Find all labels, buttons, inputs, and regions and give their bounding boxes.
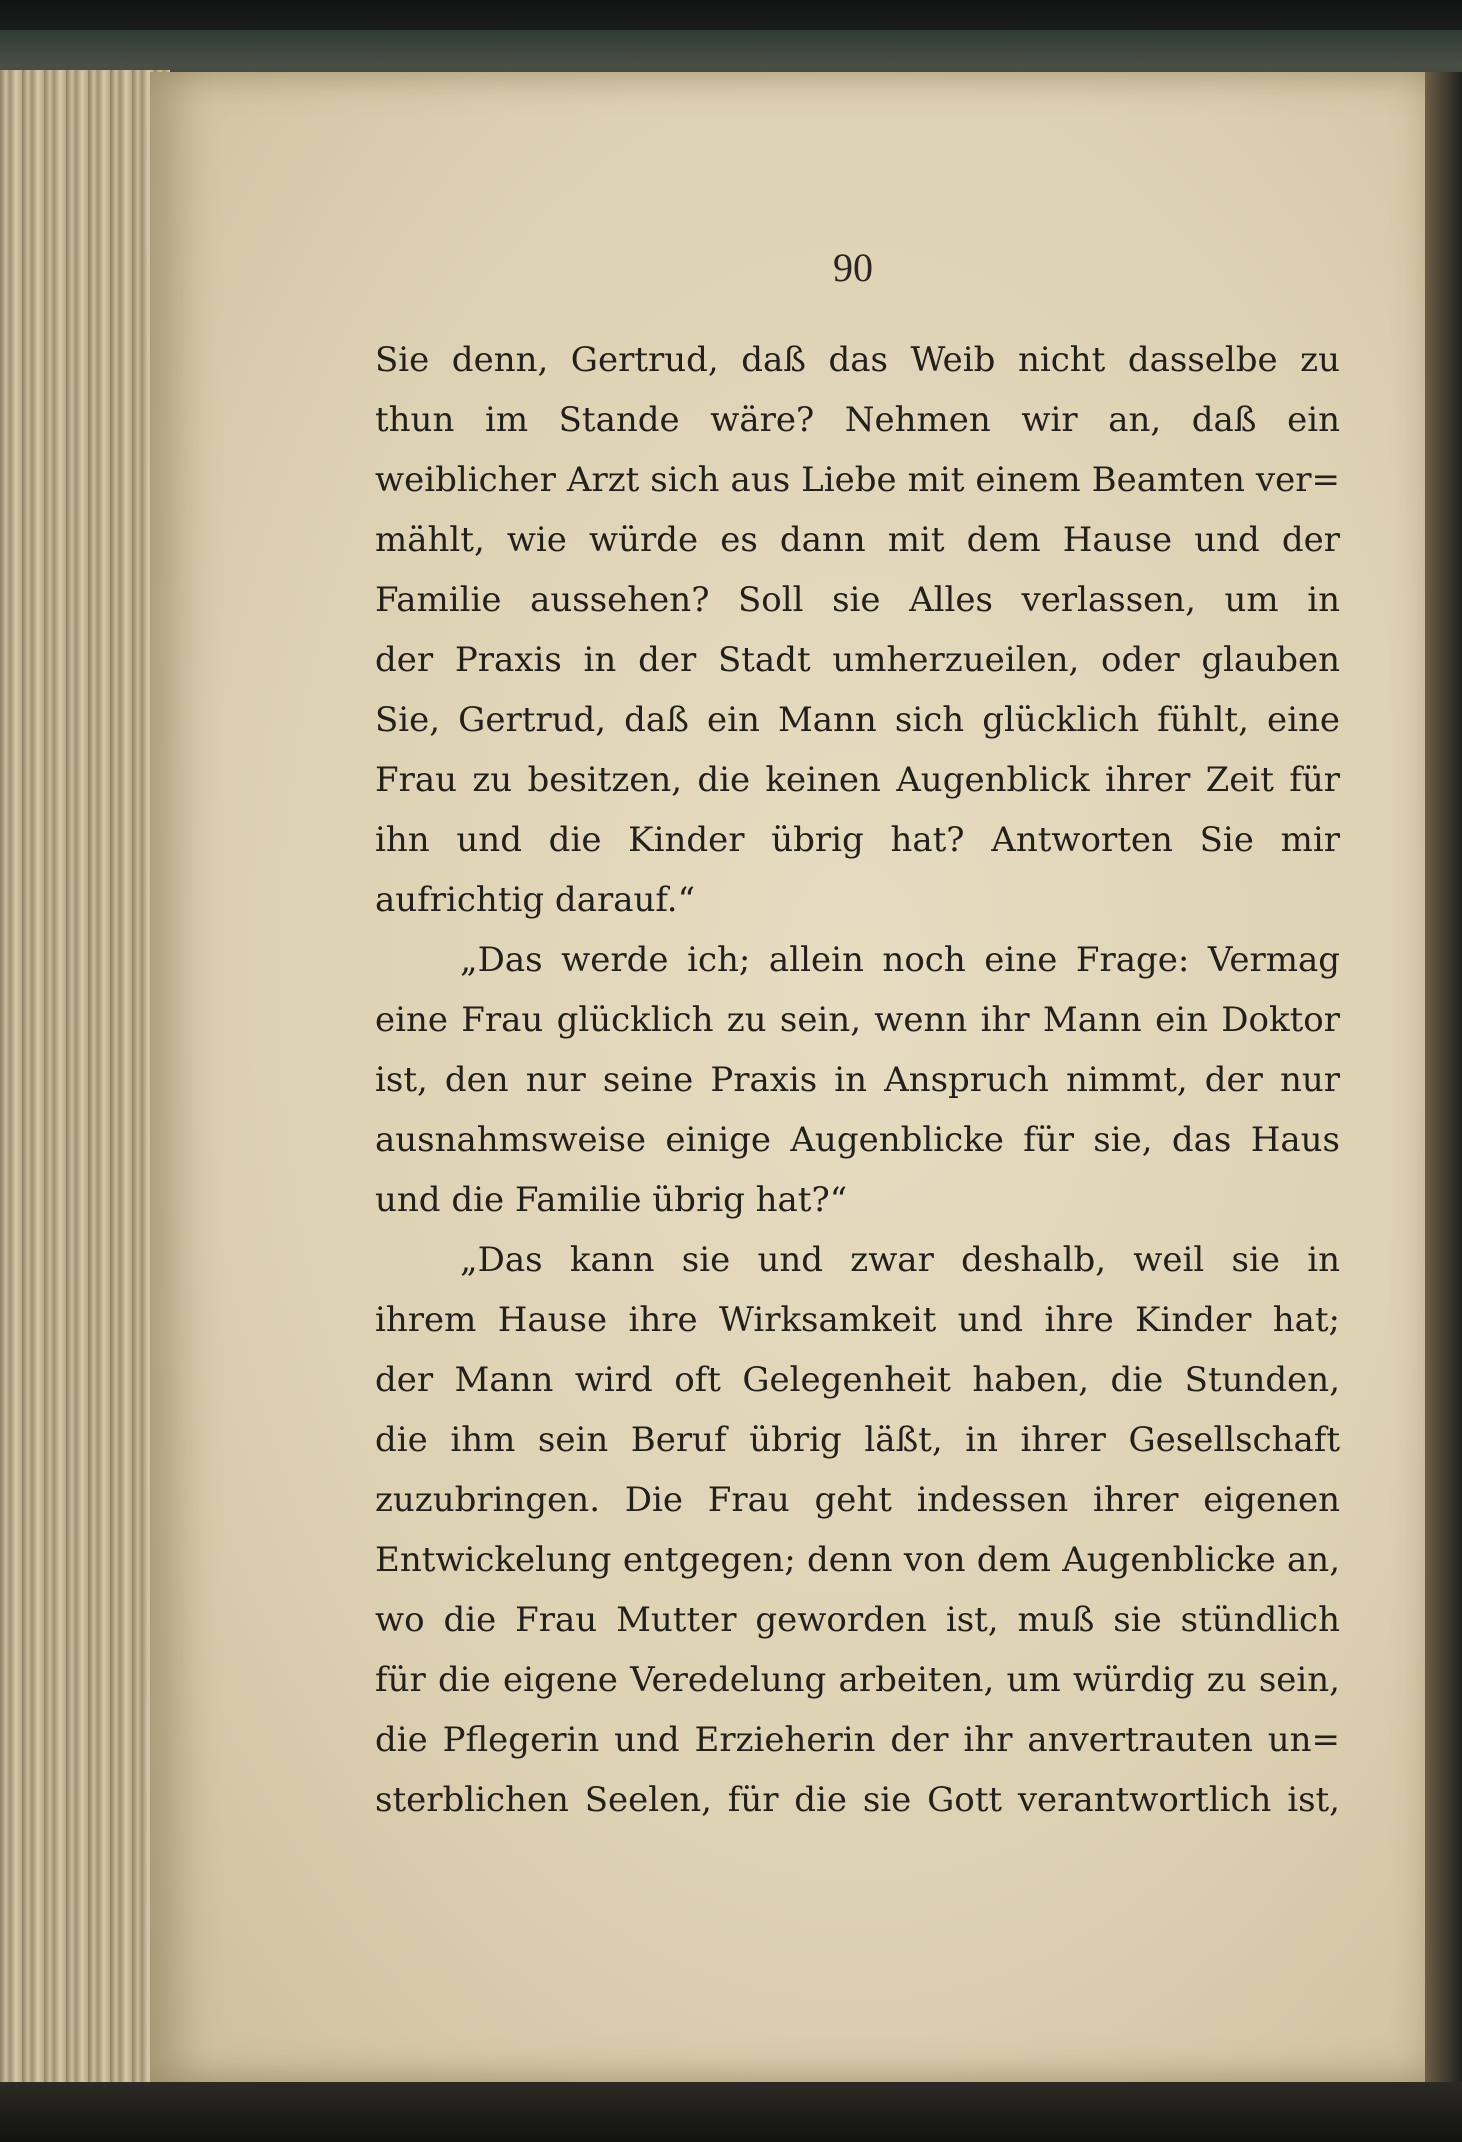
text-line: aufrichtig darauf.“ xyxy=(375,880,695,920)
page-number: 90 xyxy=(833,245,873,290)
text-line: der Mann wird oft Gelegenheit haben, die Stunden, xyxy=(375,1360,1340,1400)
text-line: Familie aussehen? Soll sie Alles verlassen, um in xyxy=(375,580,1340,620)
text-line: thun im Stande wäre? Nehmen wir an, daß ein xyxy=(375,400,1340,440)
text-line: ausnahmsweise einige Augenblicke für sie, das Haus xyxy=(375,1120,1340,1160)
text-line: ist, den nur seine Praxis in Anspruch nimmt, der nur xyxy=(375,1060,1340,1100)
text-line: wo die Frau Mutter geworden ist, muß sie stündlich xyxy=(375,1600,1340,1640)
text-line: die Pflegerin und Erzieherin der ihr anvertrauten un= xyxy=(375,1720,1340,1760)
page-stack-edges xyxy=(0,70,170,2090)
text-line: der Praxis in der Stadt umherzueilen, oder glauben xyxy=(375,640,1340,680)
text-line: zuzubringen. Die Frau geht indessen ihrer eigenen xyxy=(375,1480,1340,1520)
text-line: mählt, wie würde es dann mit dem Hause und der xyxy=(375,520,1340,560)
text-line: für die eigene Veredelung arbeiten, um würdig zu sein, xyxy=(375,1660,1340,1700)
text-line: Frau zu besitzen, die keinen Augenblick ihrer Zeit für xyxy=(375,760,1340,800)
text-line: ihrem Hause ihre Wirksamkeit und ihre Kinder hat; xyxy=(375,1300,1340,1340)
text-line: „Das werde ich; allein noch eine Frage: Vermag xyxy=(460,940,1340,980)
text-line: ihn und die Kinder übrig hat? Antworten Sie mir xyxy=(375,820,1340,860)
book-bottom-edge xyxy=(0,2082,1462,2142)
text-line: und die Familie übrig hat?“ xyxy=(375,1180,848,1220)
text-line: Entwickelung entgegen; denn von dem Augenblicke an, xyxy=(375,1540,1340,1580)
text-line: Sie denn, Gertrud, daß das Weib nicht dasselbe zu xyxy=(375,340,1340,380)
text-line: Sie, Gertrud, daß ein Mann sich glücklich fühlt, eine xyxy=(375,700,1340,740)
text-line: die ihm sein Beruf übrig läßt, in ihrer Gesellschaft xyxy=(375,1420,1340,1460)
page-right-edge xyxy=(1425,72,1462,2082)
text-line: weiblicher Arzt sich aus Liebe mit einem Beamten ver= xyxy=(375,460,1340,500)
text-line: sterblichen Seelen, für die sie Gott verantwortlich ist, xyxy=(375,1780,1340,1820)
text-line: eine Frau glücklich zu sein, wenn ihr Mann ein Doktor xyxy=(375,1000,1340,1040)
text-line: „Das kann sie und zwar deshalb, weil sie in xyxy=(460,1240,1340,1280)
page-text xyxy=(375,330,1340,1830)
